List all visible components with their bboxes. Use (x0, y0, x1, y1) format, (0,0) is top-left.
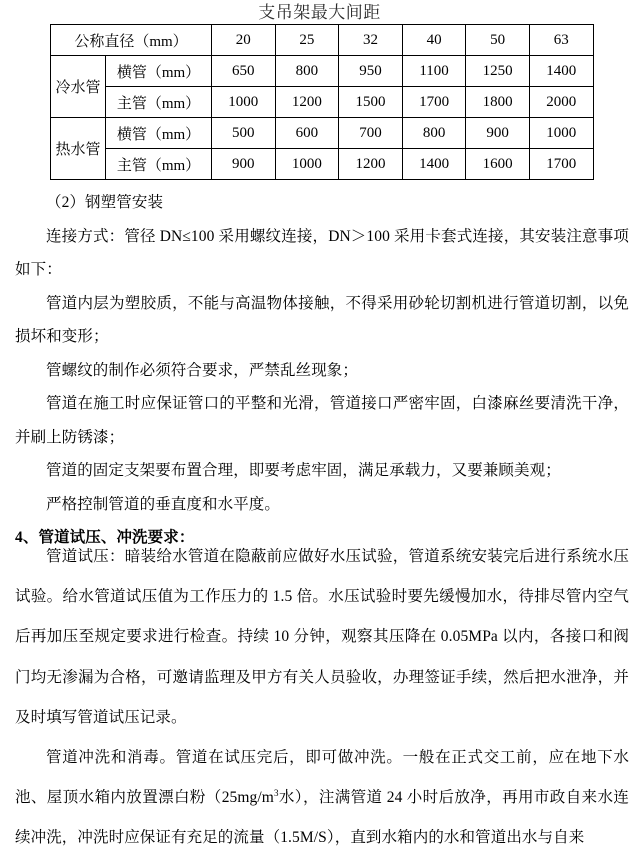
table-row (51, 149, 594, 180)
paragraph-connection-method: 连接方式：管径 DN≤100 采用螺纹连接，DN＞100 采用卡套式连接，其安装注意事项如下： (15, 227, 629, 278)
cell: 1800 (466, 87, 530, 118)
cell: 1200 (339, 149, 403, 180)
table-header-dn-32: 32 (339, 25, 403, 56)
cubic-meter-superscript: 3 (273, 788, 279, 799)
cell: 1200 (275, 87, 339, 118)
paragraph-steel-plastic-heading: （2）钢塑管安装 (46, 194, 164, 211)
support-spacing-table (50, 24, 594, 180)
row-label-hot-main: 主管（mm） (106, 149, 212, 180)
table-header-dn-63: 63 (529, 25, 593, 56)
row-label-hot-horizontal: 横管（mm） (106, 118, 212, 149)
table-row (51, 118, 594, 149)
cell: 2000 (529, 87, 593, 118)
flush-text-pre: 管道冲洗和消毒。管道在试压完后，即可做冲洗。一般在正式交工前，应在地下水池、屋顶水箱内放置漂白粉（25mg/m (15, 749, 629, 807)
page-title: 支吊架最大间距 (258, 3, 381, 22)
cell: 950 (339, 56, 403, 87)
table-row (51, 87, 594, 118)
row-label-cold-main: 主管（mm） (106, 87, 212, 118)
cell: 1500 (339, 87, 403, 118)
cell: 500 (212, 118, 276, 149)
cell: 1400 (529, 56, 593, 87)
table-header-dn-25: 25 (275, 25, 339, 56)
body-section-one (15, 186, 629, 555)
paragraph-construction-smoothness: 管道在施工时应保证管口的平整和光滑，管道接口严密牢固，白漆麻丝要清洗干净，并刷上防锈漆； (15, 395, 629, 446)
cell: 900 (466, 118, 530, 149)
body-section-two (15, 537, 629, 859)
cell: 800 (402, 118, 466, 149)
row-label-cold-horizontal: 横管（mm） (106, 56, 212, 87)
cell: 1250 (466, 56, 530, 87)
table-row (51, 56, 594, 87)
section-heading-4: 4、管道试压、冲洗要求： (15, 529, 195, 546)
cell: 800 (275, 56, 339, 87)
cell: 900 (212, 149, 276, 180)
paragraph-pressure-test: 管道试压：暗装给水管道在隐蔽前应做好水压试验，管道系统安装完后进行系统水压试验。给水管道试压值为工作压力的 1.5 倍。水压试验时要先缓慢加水，待排尽管内空气后再加压至规定要求进行检查。持续 10 分钟，观察其压降在 0.05MPa 以内，各接口和阀门均无渗漏为合格，可邀请监理及甲方有关人员验收，办理签证手续，然后把水泄净，并及时填写管道试压记录。 (15, 548, 629, 726)
cell: 1700 (402, 87, 466, 118)
table-header-label: 公称直径（mm） (51, 25, 212, 56)
cell: 1000 (529, 118, 593, 149)
cell: 1000 (275, 149, 339, 180)
paragraph-flush-disinfect (15, 738, 629, 859)
table-header-dn-50: 50 (466, 25, 530, 56)
flush-text-post: 水），注满管道 24 小时后放净，再用市政自来水连续冲洗，冲洗时应保证有充足的流量（1.5M/S），直到水箱内的水和管道出水与自来 (15, 789, 629, 847)
cell: 1700 (529, 149, 593, 180)
cell: 650 (212, 56, 276, 87)
paragraph-verticality-control: 严格控制管道的垂直度和水平度。 (46, 495, 281, 513)
table-header-dn-20: 20 (212, 25, 276, 56)
paragraph-fixed-bracket: 管道的固定支架要布置合理，即要考虑牢固，满足承载力，又要兼顾美观； (46, 462, 561, 479)
cell: 1600 (466, 149, 530, 180)
cell: 700 (339, 118, 403, 149)
cell: 1000 (212, 87, 276, 118)
cell: 1100 (402, 56, 466, 87)
cell: 1400 (402, 149, 466, 180)
paragraph-thread-making: 管螺纹的制作必须符合要求，严禁乱丝现象； (46, 361, 359, 379)
table-header-dn-40: 40 (402, 25, 466, 56)
table-header-row (51, 25, 594, 56)
cell: 600 (275, 118, 339, 149)
paragraph-inner-layer: 管道内层为塑胶质，不能与高温物体接触，不得采用砂轮切割机进行管道切割，以免损坏和变形； (15, 294, 629, 345)
group-label-hot-water: 热水管 (51, 118, 106, 180)
group-label-cold-water: 冷水管 (51, 56, 106, 118)
